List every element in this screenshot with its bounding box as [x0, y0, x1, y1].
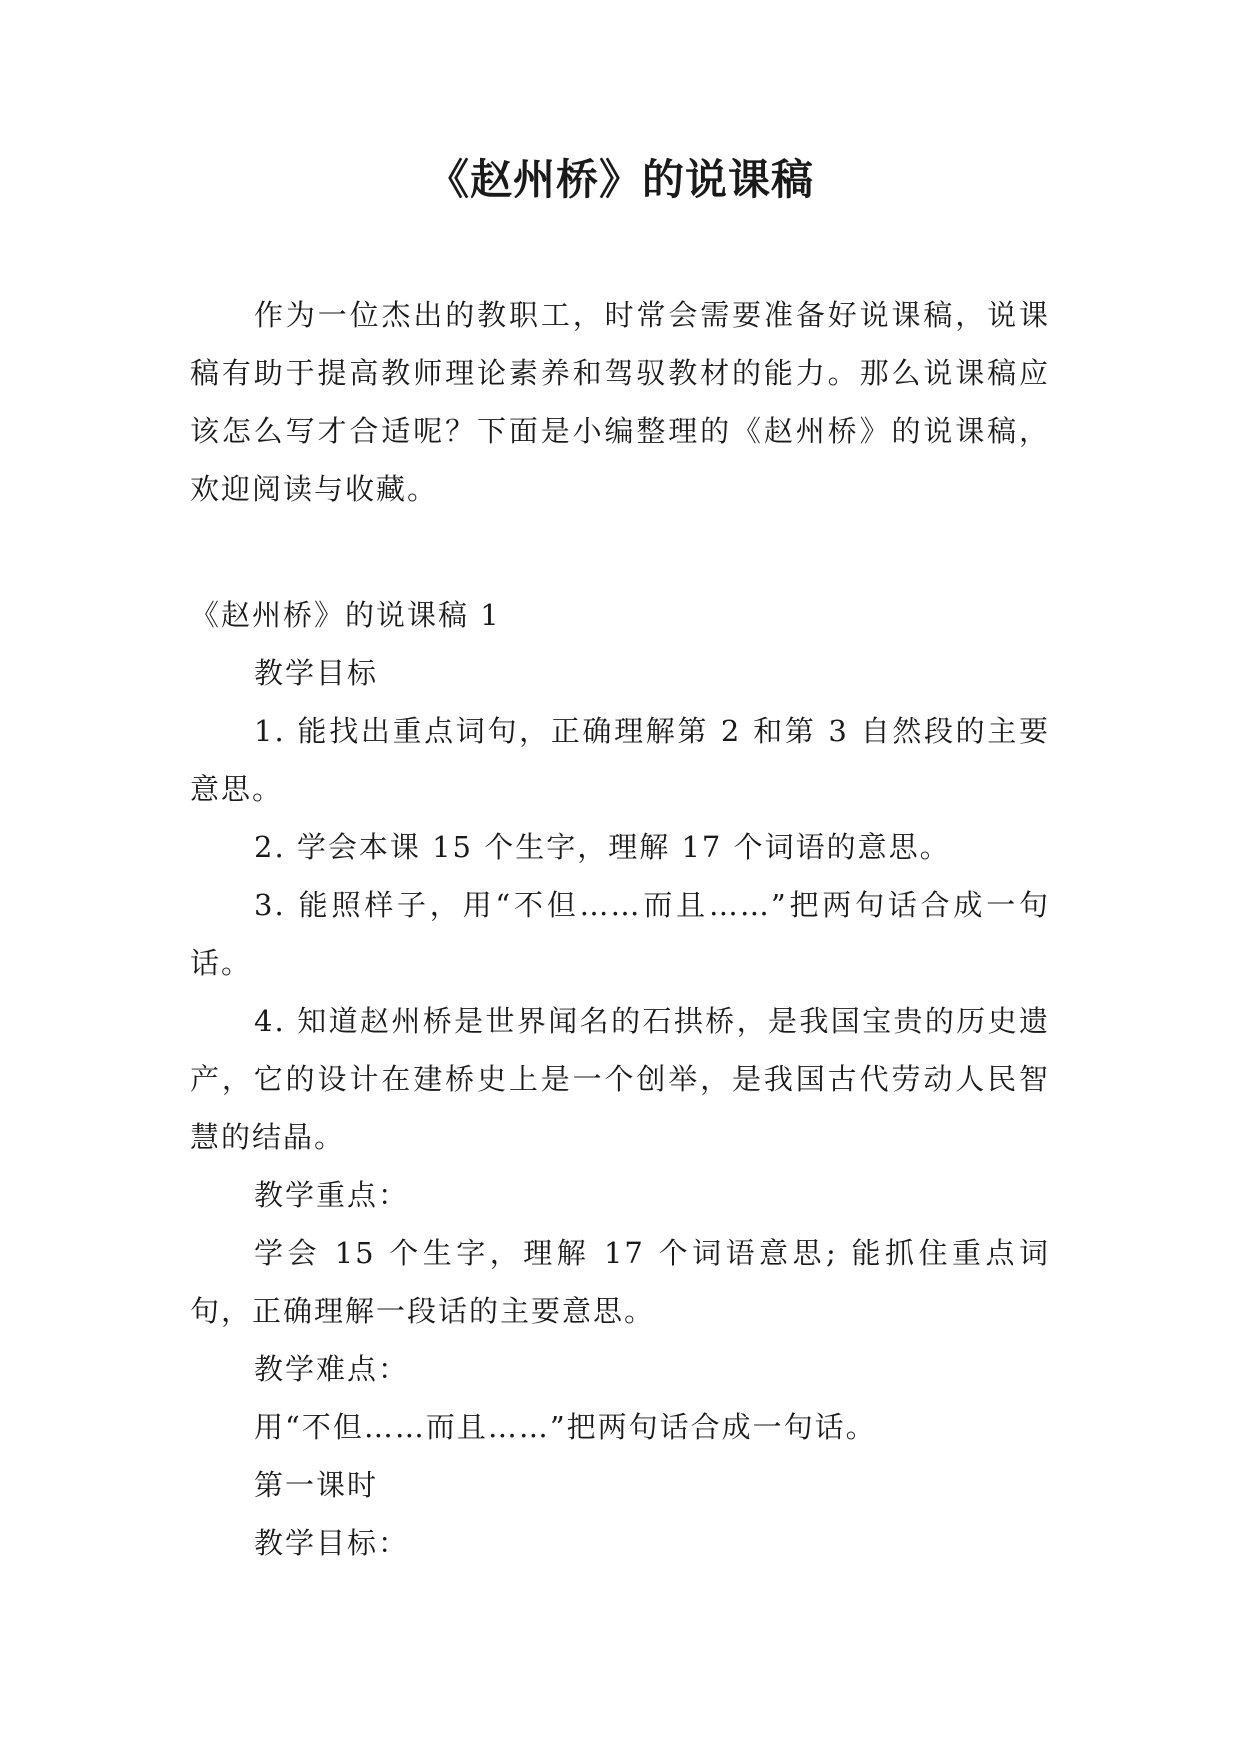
- first-lesson-goals-heading: 教学目标：: [254, 1526, 410, 1560]
- document-title: 《赵州桥》的说课稿: [426, 155, 814, 204]
- goal-item-2: 2. 学会本课 15 个生字，理解 17 个词语的意思。: [254, 830, 951, 864]
- teaching-goals-heading: 教学目标: [254, 656, 379, 690]
- first-lesson-heading: 第一课时: [254, 1468, 379, 1502]
- intro-paragraph: 作为一位杰出的教职工，时常会需要准备好说课稿，说课稿有助于提高教师理论素养和驾驭教材的能力。那么说课稿应该怎么写才合适呢？下面是小编整理的《赵州桥》的说课稿，欢迎阅读与收藏。: [190, 298, 1050, 506]
- section-heading: 《赵州桥》的说课稿 1: [190, 598, 501, 632]
- difficulty-text: 用“不但……而且……”把两句话合成一句话。: [254, 1410, 877, 1444]
- key-points-text: 学会 15 个生字，理解 17 个词语意思; 能抓住重点词句，正确理解一段话的主要意思。: [190, 1236, 1050, 1328]
- document-body: [190, 286, 1050, 1572]
- key-points-heading: 教学重点：: [254, 1178, 410, 1212]
- goal-item-3: 3. 能照样子，用“不但……而且……”把两句话合成一句话。: [190, 888, 1050, 980]
- difficulty-heading: 教学难点：: [254, 1352, 410, 1386]
- goal-item-1: 1. 能找出重点词句，正确理解第 2 和第 3 自然段的主要意思。: [190, 714, 1050, 806]
- goal-item-4: 4. 知道赵州桥是世界闻名的石拱桥，是我国宝贵的历史遗产，它的设计在建桥史上是一个创举，是我国古代劳动人民智慧的结晶。: [190, 1004, 1050, 1154]
